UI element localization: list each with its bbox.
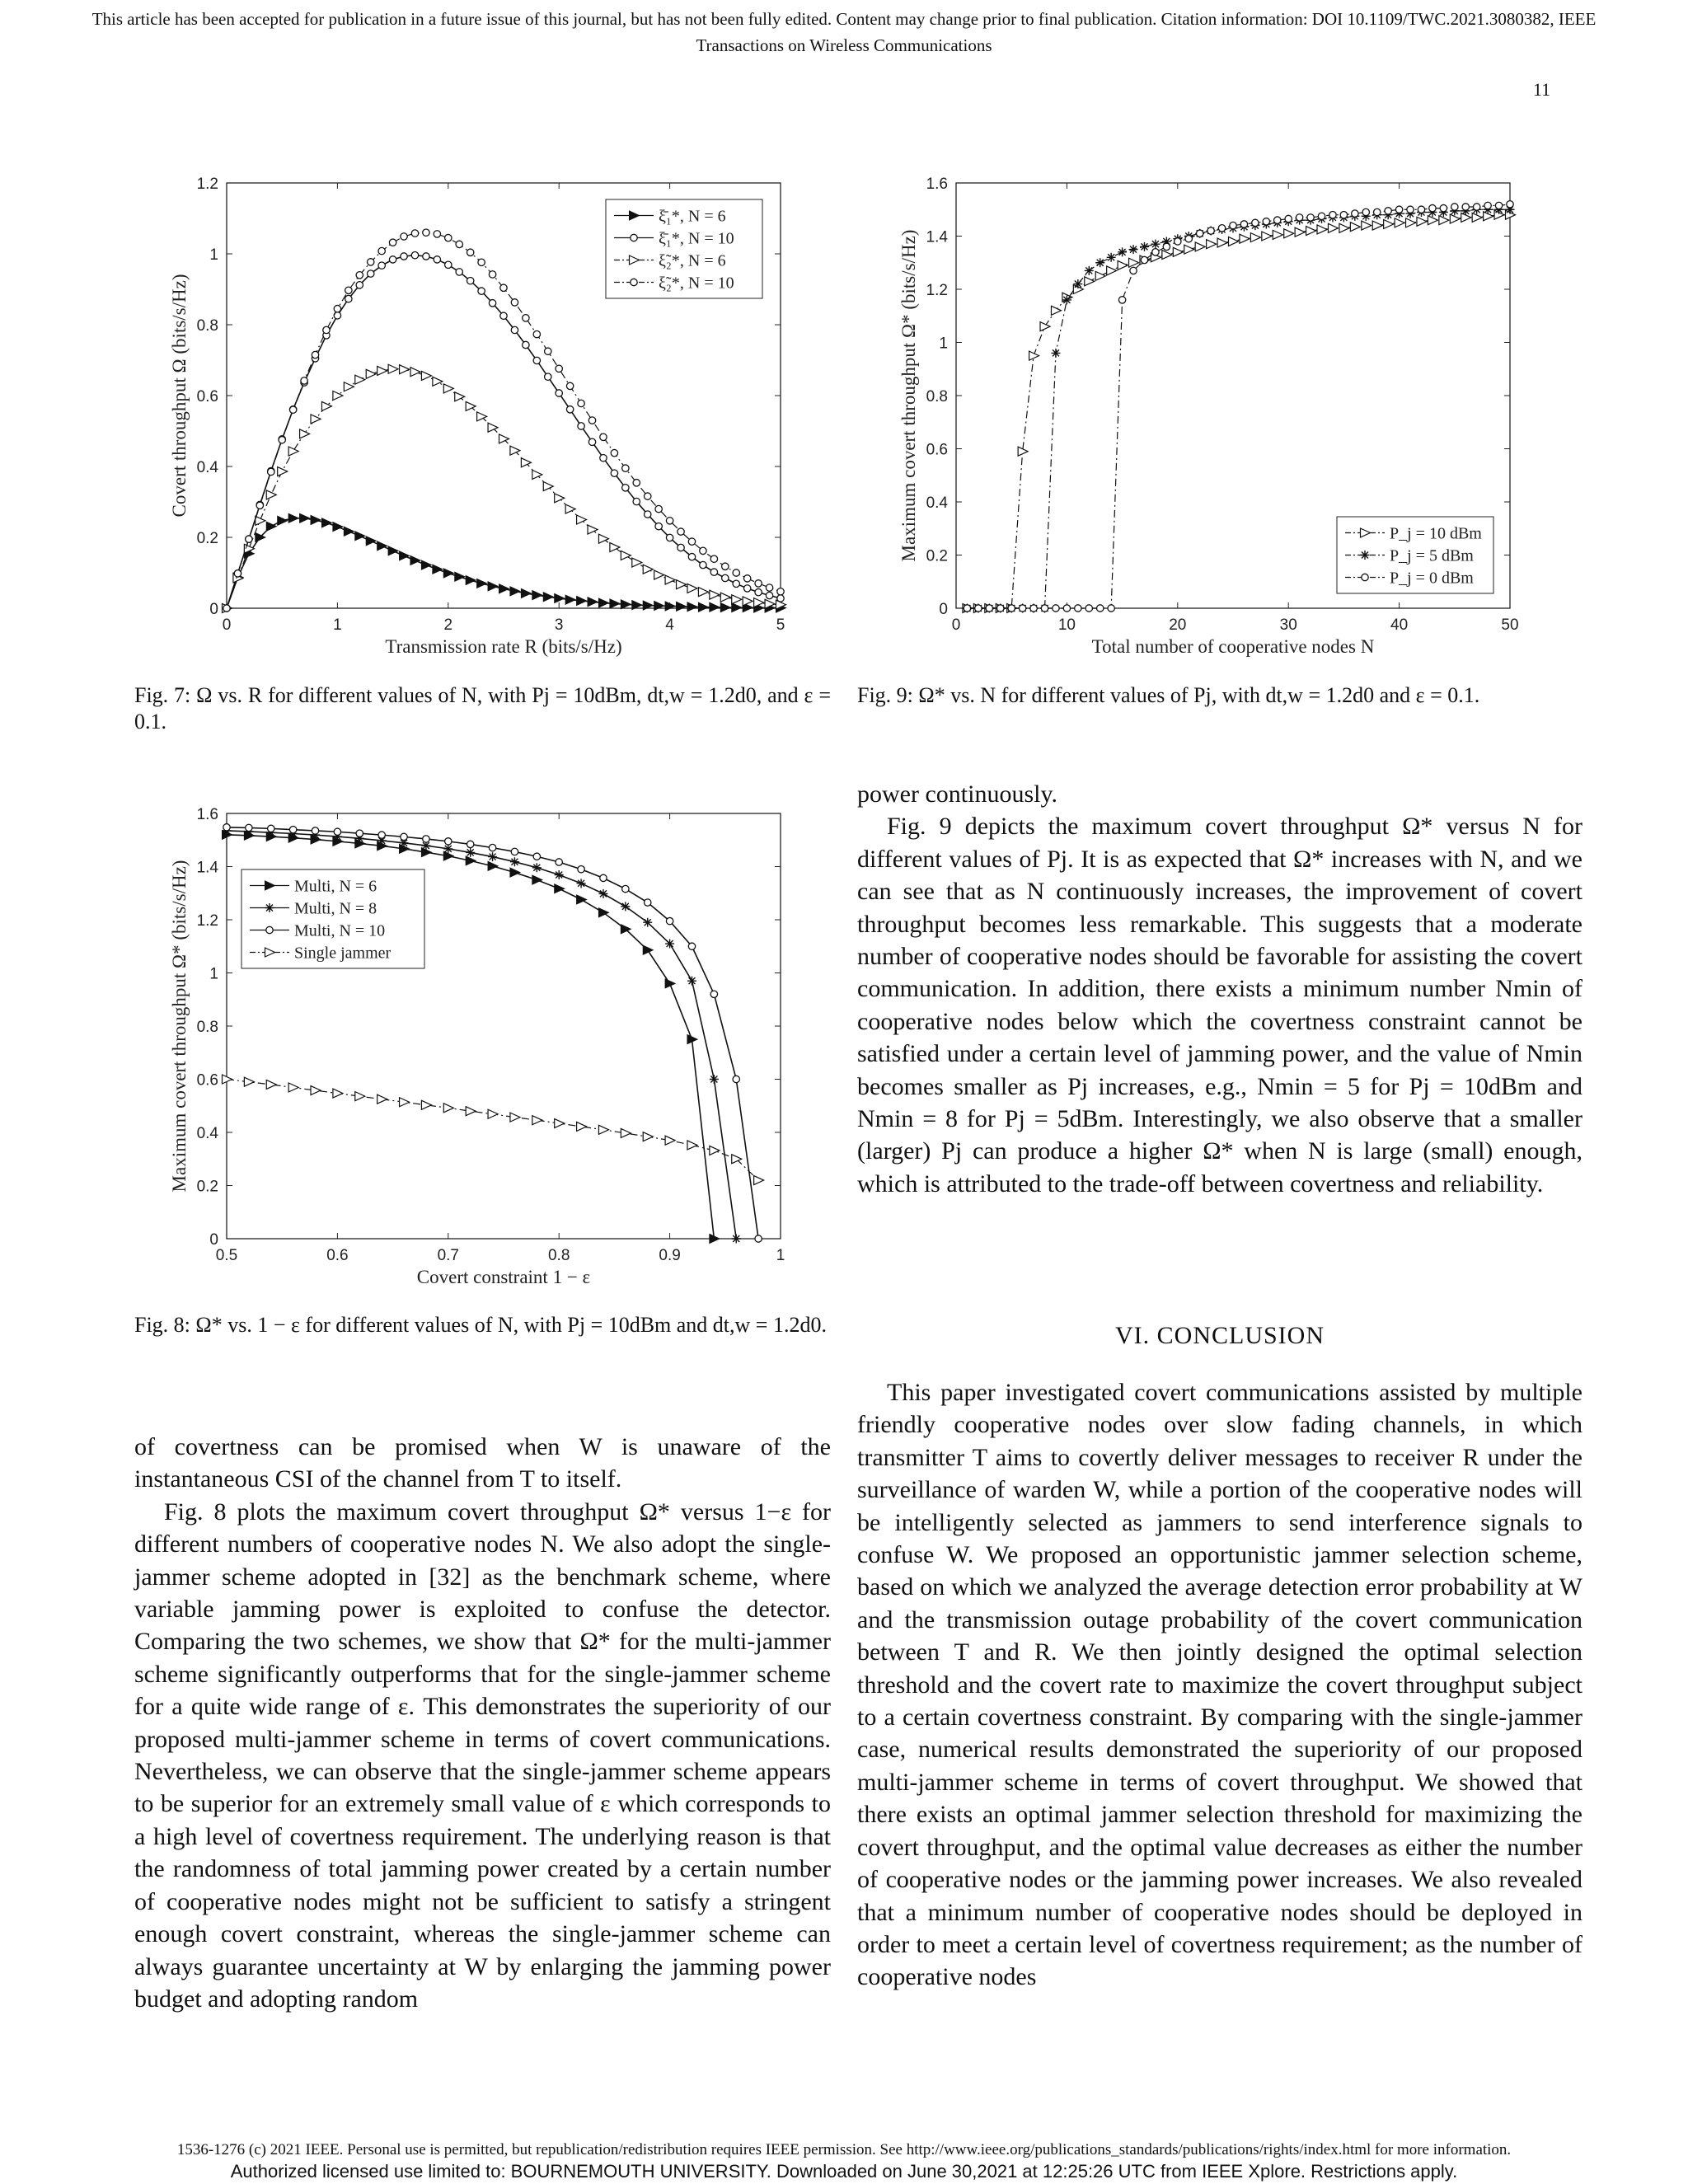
legend	[241, 869, 424, 968]
data-point	[1075, 605, 1081, 612]
data-point	[556, 859, 562, 865]
data-point	[323, 326, 330, 333]
data-point	[710, 1075, 719, 1084]
data-point	[655, 505, 662, 512]
data-point	[766, 592, 772, 598]
data-point	[766, 584, 772, 591]
data-point	[345, 295, 352, 302]
data-point	[1207, 227, 1214, 234]
data-point	[1252, 219, 1259, 226]
data-point	[532, 863, 542, 872]
data-point	[489, 844, 495, 851]
data-point	[665, 940, 674, 949]
figure-9-chart	[890, 173, 1525, 668]
data-point	[378, 832, 385, 838]
data-point	[500, 312, 507, 319]
data-point	[1108, 605, 1114, 612]
legend-marker	[266, 926, 273, 933]
footer-license: Authorized licensed use limited to: BOURNEMOUTH UNIVERSITY. Downloaded on June 30,2021 at 12:25:26 UTC from IEEE Xplore. Restrictions apply.	[230, 2161, 1458, 2182]
data-point	[1063, 605, 1070, 612]
legend-entry: ξ̃₂*, N = 10	[659, 274, 734, 293]
data-point	[467, 249, 473, 255]
data-point	[1462, 204, 1469, 210]
x-axis-label: Transmission rate R (bits/s/Hz)	[385, 636, 622, 657]
x-tick-label: 30	[1279, 616, 1297, 634]
data-point	[710, 569, 717, 575]
data-point	[511, 326, 518, 333]
x-tick-label: 1	[776, 1247, 785, 1264]
data-point	[755, 580, 762, 587]
data-point	[456, 241, 462, 247]
x-tick-label: 2	[443, 616, 453, 634]
legend-entry: ξ̄₁*, N = 6	[659, 207, 726, 226]
data-point	[368, 259, 374, 265]
x-tick-label: 20	[1169, 616, 1187, 634]
y-tick-label: 1.2	[196, 912, 218, 930]
data-point	[1451, 204, 1458, 210]
data-point	[733, 569, 739, 576]
data-point	[1385, 208, 1391, 214]
data-point	[434, 231, 440, 237]
x-tick-label: 3	[554, 616, 564, 634]
paragraph: This paper investigated covert communications assisted by multiple friendly cooperative nodes over slow fading channels, in which transmitter T aims to covertly deliver messages to receiver R under the surveillance of warden W, while a portion of the cooperative nodes will be intelligently selected as jammers to send interference signals to confuse W. We proposed an opportunistic jammer selection scheme, based on which we analyzed the average detection error probability at W and the transmission outage probability of the covert communication between T and R. We then jointly designed the optimal selection threshold and the covert rate to maximize the covert throughput subject to a certain covertness constraint. By comparing with the single-jammer case, numerical results demonstrated the superiority of our proposed multi-jammer scheme in terms of covert throughput. We showed that there exists an optimal jammer selection threshold for maximizing the covert throughput, and the optimal value decreases as either the number of cooperative nodes or the jamming power increases. We also revealed that a minimum number of cooperative nodes should be deployed in order to meet a certain level of covertness requirement; as the number of cooperative nodes	[857, 1379, 1582, 1991]
paragraph: power continuously.	[857, 780, 1058, 808]
data-point	[1185, 236, 1192, 242]
data-point	[600, 454, 607, 461]
data-point	[489, 300, 495, 307]
page-number: 11	[1533, 79, 1551, 100]
data-point	[1019, 605, 1025, 612]
x-tick-label: 0.5	[215, 1247, 238, 1264]
data-point	[710, 555, 717, 562]
y-tick-label: 1.2	[196, 176, 218, 193]
data-point	[234, 570, 241, 577]
data-point	[666, 518, 673, 524]
data-point	[964, 605, 970, 612]
data-point	[633, 480, 640, 486]
data-point	[622, 485, 629, 491]
data-point	[700, 547, 706, 554]
right-column-upper	[857, 778, 1582, 1200]
data-point	[511, 848, 518, 855]
data-point	[556, 365, 562, 372]
data-point	[1440, 204, 1447, 211]
data-point	[666, 917, 673, 924]
data-point	[655, 523, 662, 529]
legend-entry: Multi, N = 10	[294, 921, 386, 940]
legend-marker	[1362, 574, 1368, 580]
y-tick-label: 0.2	[196, 530, 218, 547]
y-tick-label: 0.6	[196, 1071, 218, 1090]
y-tick-label: 0.4	[196, 459, 218, 476]
data-point	[478, 259, 485, 265]
data-point	[611, 449, 617, 456]
y-tick-label: 0.8	[926, 388, 948, 405]
data-point	[588, 417, 595, 424]
data-point	[545, 348, 551, 354]
data-point	[555, 870, 564, 879]
data-point	[223, 605, 230, 612]
data-point	[588, 438, 595, 445]
data-point	[345, 287, 352, 293]
legend-marker	[631, 234, 637, 241]
data-point	[688, 943, 695, 949]
header-notice: This article has been accepted for publication in a future issue of this journal, but has not been fully edited. Content may change prior to final publication. Citation information: DOI 10.1109/TWC.2021.3080382, IEEE	[91, 9, 1597, 29]
x-tick-label: 0	[222, 616, 232, 634]
data-point	[279, 437, 285, 443]
figure-7-chart	[161, 173, 795, 668]
data-point	[368, 270, 374, 277]
data-point	[1107, 253, 1116, 262]
data-point	[356, 272, 363, 279]
data-point	[598, 889, 607, 898]
y-tick-label: 0.2	[926, 547, 948, 565]
data-point	[1429, 204, 1436, 211]
y-tick-label: 1.6	[926, 176, 948, 193]
data-point	[577, 879, 586, 888]
y-tick-label: 0.2	[196, 1178, 218, 1196]
data-point	[411, 230, 418, 237]
data-point	[312, 351, 318, 358]
data-point	[1008, 605, 1015, 612]
section-heading: VI. CONCLUSION	[1115, 1322, 1325, 1349]
data-point	[356, 282, 363, 288]
data-point	[478, 288, 485, 294]
legend-marker	[265, 903, 274, 912]
data-point	[755, 588, 762, 595]
legend-entry: P_j = 10 dBm	[1390, 524, 1482, 543]
figure-9-caption: Fig. 9: Ω* vs. N for different values of Pj, with dt,w = 1.2d0 and ε = 0.1.	[857, 683, 1480, 707]
x-tick-label: 5	[776, 616, 785, 634]
data-point	[1352, 210, 1358, 217]
data-point	[1141, 256, 1147, 263]
data-point	[466, 848, 475, 857]
data-point	[289, 826, 296, 832]
data-point	[334, 305, 340, 312]
data-point	[268, 825, 274, 832]
data-point	[1118, 247, 1127, 256]
data-point	[722, 574, 729, 581]
y-tick-label: 0.4	[926, 494, 948, 512]
y-axis-label: Maximum covert throughput Ω* (bits/s/Hz)	[898, 229, 919, 562]
data-point	[556, 390, 562, 396]
y-tick-label: 0.6	[926, 441, 948, 459]
data-point	[666, 534, 673, 541]
data-point	[600, 434, 607, 440]
data-point	[700, 561, 706, 568]
x-axis-label: Total number of cooperative nodes N	[1091, 636, 1375, 657]
data-point	[301, 377, 307, 384]
data-point	[523, 315, 529, 321]
data-point	[975, 605, 982, 612]
data-point	[1274, 217, 1281, 223]
data-point	[1085, 605, 1092, 612]
data-point	[733, 1076, 739, 1082]
data-point	[1285, 215, 1292, 222]
data-point	[533, 853, 540, 860]
legend	[1337, 517, 1493, 593]
data-point	[533, 330, 540, 337]
paragraph: of covertness can be promised when W is unaware of the instantaneous CSI of the channel from T to itself.	[134, 1433, 831, 1493]
legend-entry: P_j = 5 dBm	[1390, 546, 1474, 565]
data-point	[401, 253, 407, 260]
data-point	[1307, 214, 1314, 221]
data-point	[423, 229, 429, 236]
y-tick-label: 1.4	[196, 859, 218, 877]
data-point	[533, 357, 540, 363]
data-point	[1296, 214, 1302, 221]
legend-entry: Multi, N = 8	[294, 899, 377, 918]
data-point	[687, 977, 696, 986]
data-point	[356, 830, 363, 837]
data-point	[467, 841, 473, 847]
data-point	[423, 253, 429, 260]
data-point	[1407, 206, 1414, 213]
data-point	[411, 252, 418, 259]
x-tick-label: 1	[333, 616, 342, 634]
x-tick-label: 0.8	[547, 1247, 570, 1264]
data-point	[645, 493, 651, 499]
data-point	[334, 828, 340, 835]
data-point	[688, 553, 695, 560]
data-point	[1329, 212, 1336, 218]
y-axis-label: Covert throughput Ω (bits/s/Hz)	[169, 274, 190, 518]
data-point	[710, 991, 717, 997]
data-point	[1151, 240, 1160, 249]
data-point	[1062, 295, 1071, 304]
data-point	[401, 233, 407, 240]
data-point	[643, 918, 652, 927]
data-point	[1218, 225, 1225, 232]
data-point	[622, 885, 629, 892]
data-point	[1495, 202, 1502, 209]
data-point	[389, 256, 396, 263]
data-point	[1129, 245, 1138, 254]
legend-entry: Multi, N = 6	[294, 877, 377, 896]
y-tick-label: 0.8	[196, 1019, 218, 1036]
data-point	[256, 502, 263, 509]
data-point	[1130, 267, 1137, 274]
data-point	[645, 511, 651, 518]
x-tick-label: 0.6	[326, 1247, 349, 1264]
data-point	[268, 468, 274, 475]
data-point	[378, 247, 385, 254]
x-tick-label: 0.7	[437, 1247, 460, 1264]
data-point	[722, 563, 729, 569]
legend-entry: P_j = 0 dBm	[1390, 569, 1474, 588]
data-point	[1051, 349, 1060, 358]
data-point	[1507, 201, 1513, 208]
data-point	[289, 406, 296, 413]
data-point	[401, 833, 407, 840]
data-point	[511, 299, 518, 306]
data-point	[312, 827, 318, 834]
y-tick-label: 1.6	[196, 806, 218, 823]
data-point	[1473, 204, 1479, 210]
legend-marker	[1361, 551, 1370, 560]
x-tick-label: 0.9	[659, 1247, 681, 1264]
data-point	[500, 284, 507, 291]
data-point	[997, 605, 1004, 612]
data-point	[434, 256, 440, 263]
paragraph: Fig. 8 plots the maximum covert throughput Ω* versus 1−ε for different numbers of cooperative nodes N. We also adopt the single-jammer scheme adopted in [32] as the benchmark scheme, where variable jamming power is exploited to confuse the detector. Comparing the two schemes, we show that Ω* for the multi-jammer scheme significantly outperforms that for the single-jammer scheme for a quite wide range of ε. This demonstrates the superiority of our proposed multi-jammer scheme in terms of covert communications. Nevertheless, we can observe that the single-jammer scheme appears to be superior for an extremely small value of ε which corresponds to a high level of covertness requirement. The underlying reason is that the randomness of total jamming power created by a certain number of cooperative nodes might not be sufficient to satisfy a stringent enough covert constraint, whereas the single-jammer scheme can always guarantee uncertainty at W by enlarging the jamming power budget and adopting random	[134, 1497, 831, 2013]
data-point	[246, 536, 252, 542]
data-point	[423, 836, 429, 842]
data-point	[445, 261, 452, 268]
legend-entry: ξ̄₁*, N = 10	[659, 229, 734, 248]
data-point	[1085, 266, 1094, 275]
data-point	[611, 470, 617, 476]
data-point	[1362, 209, 1369, 215]
data-point	[645, 899, 651, 906]
data-point	[510, 857, 519, 866]
y-tick-label: 0.8	[196, 317, 218, 335]
data-point	[467, 277, 473, 284]
data-point	[488, 852, 497, 861]
left-column	[134, 1431, 831, 2015]
y-tick-label: 1.2	[926, 282, 948, 299]
legend-entry: ξ̃₂*, N = 6	[659, 251, 726, 270]
data-point	[1140, 242, 1149, 251]
header-journal: Transactions on Wireless Communications	[696, 35, 992, 55]
paragraph: Fig. 9 depicts the maximum covert throughput Ω* versus N for different values of Pj. It is as expected that Ω* increases with N, and we can see that as N continuously increases, the improvement of covert throughput becomes less remarkable. This suggests that a moderate number of cooperative nodes should be favorable for assisting the covert communication. In addition, there exists a minimum number Nmin of cooperative nodes below which the covertness constraint cannot be satisfied under a certain level of jamming power, and the value of Nmin becomes smaller as Pj increases, e.g., Nmin = 5 for Pj = 10dBm and Nmin = 8 for Pj = 5dBm. Interestingly, we also observe that a smaller (larger) Pj can produce a higher Ω* when N is large (small) enough, which is attributed to the trade-off between covertness and reliability.	[857, 813, 1582, 1197]
data-point	[523, 341, 529, 348]
data-point	[732, 1235, 741, 1244]
data-point	[445, 234, 452, 241]
data-point	[621, 902, 630, 911]
data-point	[1374, 209, 1381, 215]
data-point	[678, 528, 684, 535]
y-tick-label: 0.6	[196, 388, 218, 405]
data-point	[1263, 218, 1269, 225]
data-point	[743, 585, 750, 592]
y-tick-label: 1	[209, 246, 218, 264]
data-point	[733, 580, 739, 587]
legend-entry: Single jammer	[294, 944, 392, 963]
figure-8-caption: Fig. 8: Ω* vs. 1 − ε for different values of N, with Pj = 10dBm and dt,w = 1.2d0.	[134, 1313, 827, 1337]
data-point	[489, 271, 495, 278]
legend-marker	[631, 279, 637, 285]
figure-7-caption: Fig. 7: Ω vs. R for different values of N, with Pj = 10dBm, dt,w = 1.2d0, and ε = 0.1.	[134, 683, 831, 733]
data-point	[678, 544, 684, 551]
data-point	[378, 262, 385, 269]
data-point	[578, 423, 584, 429]
data-point	[1097, 605, 1104, 612]
data-point	[443, 844, 452, 853]
data-point	[1484, 202, 1491, 209]
y-tick-label: 0	[209, 1231, 218, 1249]
data-point	[600, 874, 607, 881]
figure-8-chart	[161, 804, 795, 1298]
data-point	[566, 382, 573, 389]
data-point	[223, 824, 230, 831]
data-point	[1053, 605, 1059, 612]
data-point	[622, 465, 629, 471]
data-point	[545, 373, 551, 380]
data-point	[1163, 243, 1170, 250]
data-point	[633, 498, 640, 504]
data-point	[1240, 221, 1247, 227]
x-tick-label: 4	[665, 616, 674, 634]
data-point	[1196, 230, 1203, 237]
y-tick-label: 0	[209, 601, 218, 618]
data-point	[456, 269, 462, 275]
x-tick-label: 10	[1057, 616, 1076, 634]
x-tick-label: 50	[1501, 616, 1519, 634]
data-point	[1095, 258, 1104, 267]
y-tick-label: 1	[939, 335, 948, 353]
right-column-lower	[857, 1376, 1582, 1994]
data-point	[1073, 279, 1082, 288]
data-point	[777, 588, 784, 595]
data-point	[743, 575, 750, 582]
data-point	[578, 866, 584, 873]
x-tick-label: 40	[1390, 616, 1409, 634]
data-point	[986, 605, 992, 612]
data-point	[1118, 297, 1125, 303]
data-point	[1230, 222, 1236, 228]
footer-copyright: 1536-1276 (c) 2021 IEEE. Personal use is permitted, but republication/redistribution requires IEEE permission. See http://www.ieee.org/publications_standards/publications/rights/index.html for more information.	[176, 2141, 1512, 2158]
data-point	[1418, 206, 1424, 213]
data-point	[246, 824, 252, 831]
x-tick-label: 0	[951, 616, 961, 634]
data-point	[389, 239, 396, 246]
y-tick-label: 0.4	[196, 1125, 218, 1142]
y-tick-label: 0	[939, 601, 948, 618]
data-point	[1395, 206, 1402, 213]
data-point	[1030, 605, 1037, 612]
y-tick-label: 1	[209, 965, 218, 983]
data-point	[1340, 212, 1347, 218]
data-point	[1041, 605, 1048, 612]
y-axis-label: Maximum covert throughput Ω* (bits/s/Hz)	[169, 860, 190, 1193]
data-point	[578, 400, 584, 406]
data-point	[688, 538, 695, 545]
data-point	[1175, 238, 1181, 245]
data-point	[445, 838, 452, 845]
y-tick-label: 1.4	[926, 228, 948, 246]
data-point	[1318, 213, 1325, 219]
data-point	[566, 406, 573, 413]
x-axis-label: Covert constraint 1 − ε	[416, 1267, 591, 1287]
data-point	[755, 1235, 762, 1242]
legend	[606, 199, 762, 298]
data-point	[1152, 249, 1159, 255]
